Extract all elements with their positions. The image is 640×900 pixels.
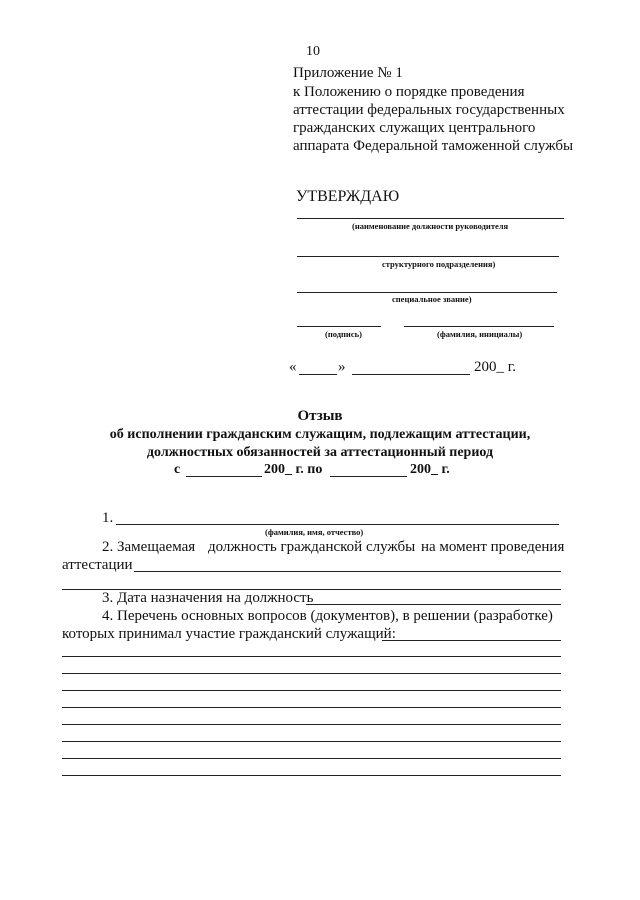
blank-answer-line[interactable] [62,690,561,691]
date-close-quote: » [338,359,346,375]
signature-field-line[interactable] [297,326,381,327]
period-from-label: с [174,462,181,477]
item4-label-line2: которых принимал участие гражданский служащий: [62,626,396,642]
rank-field-line[interactable] [297,292,557,293]
appendix-line: аттестации федеральных государственных [293,102,565,118]
questions-field-line[interactable] [382,640,561,641]
approval-heading: УТВЕРЖДАЮ [296,188,400,205]
date-open-quote: « [289,359,297,375]
rank-caption: специальное звание) [392,294,472,304]
item3-label: 3. Дата назначения на должность [102,590,314,606]
item2-label-part: 2. Замещаемая [102,539,196,555]
date-day-field-line[interactable] [299,374,337,375]
unit-caption: структурного подразделения) [382,259,496,269]
name-caption: (фамилия, инициалы) [437,329,523,339]
item2-label-part: должность гражданской службы [208,539,416,555]
fullname-field-line[interactable] [116,524,559,525]
blank-answer-line[interactable] [62,673,561,674]
item1-number: 1. [102,510,114,526]
appendix-title: Приложение № 1 [293,65,403,81]
item4-label-line1: 4. Перечень основных вопросов (документов), в решении (разработке) [102,608,553,624]
signature-caption: (подпись) [325,329,362,339]
review-subtitle-line: об исполнении гражданским служащим, подлежащим аттестации, [109,427,531,442]
appointment-date-field-line[interactable] [306,604,561,605]
blank-answer-line[interactable] [62,775,561,776]
blank-answer-line[interactable] [62,741,561,742]
period-year-to: 200_ г. [410,462,450,477]
date-year: 200_ г. [474,359,516,375]
appendix-line: к Положению о порядке проведения [293,84,525,100]
appendix-line: аппарата Федеральной таможенной службы [293,138,574,154]
fullname-caption: (фамилия, имя, отчество) [265,527,364,537]
position-held-field-line[interactable] [134,571,561,572]
period-year-from: 200_ г. по [264,462,323,477]
item2-label-part: на момент проведения [421,539,565,555]
review-title: Отзыв [297,408,343,424]
blank-answer-line[interactable] [62,656,561,657]
blank-answer-line[interactable] [62,707,561,708]
period-to-field-line[interactable] [330,476,407,477]
position-field-line[interactable] [297,218,564,219]
name-field-line[interactable] [404,326,554,327]
position-caption: (наименование должности руководителя [352,221,509,231]
unit-field-line[interactable] [297,256,559,257]
item2-label-line2: аттестации [62,557,133,573]
blank-answer-line[interactable] [62,724,561,725]
date-month-field-line[interactable] [352,374,470,375]
review-subtitle-line: должностных обязанностей за аттестационный период [146,445,494,460]
page-number: 10 [306,44,320,59]
blank-answer-line[interactable] [62,758,561,759]
appendix-line: гражданских служащих центрального [293,120,536,136]
period-from-field-line[interactable] [186,476,262,477]
